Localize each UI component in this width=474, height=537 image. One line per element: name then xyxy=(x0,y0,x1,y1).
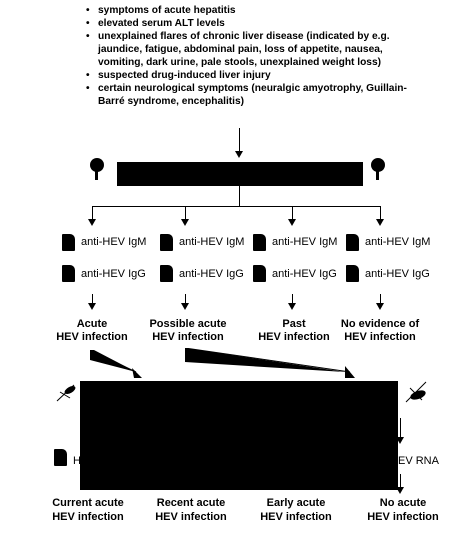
igm-label: anti-HEV IgM xyxy=(365,236,431,248)
branch-arrowhead-3 xyxy=(288,219,296,226)
igm-test-icon xyxy=(62,234,75,251)
rna-outcome: Current acute HEV infection xyxy=(52,497,124,523)
branch-drop-2 xyxy=(185,206,186,220)
rna-branch-line xyxy=(400,418,401,438)
rna-branch-arrowhead xyxy=(396,437,404,444)
serology-result: Possible acute HEV infection xyxy=(149,318,227,343)
left-test-icon-stem xyxy=(95,170,98,180)
igg-test-icon xyxy=(62,265,75,282)
branch-drop-3 xyxy=(292,206,293,220)
result-arrowhead-4 xyxy=(376,303,384,310)
result-arrowhead-3 xyxy=(288,303,296,310)
rna-label-right: EV RNA xyxy=(398,455,439,467)
indication-list xyxy=(86,4,426,108)
igg-label: anti-HEV IgG xyxy=(365,268,430,280)
igg-label: anti-HEV IgG xyxy=(272,268,337,280)
branch-drop-4 xyxy=(380,206,381,220)
connector-arrow-line xyxy=(239,128,240,152)
indication-item: • certain neurological symptoms (neuralgic amyotrophy, Guillain-Barré syndrome, encephalitis) xyxy=(86,82,426,108)
igm-test-icon xyxy=(160,234,173,251)
serology-result: No evidence of HEV infection xyxy=(340,318,420,343)
serology-result: Acute HEV infection xyxy=(56,318,128,343)
branch-arrowhead-1 xyxy=(88,219,96,226)
indication-item: • suspected drug-induced liver injury xyxy=(86,69,426,82)
indication-item: • elevated serum ALT levels xyxy=(86,17,426,30)
igg-label: anti-HEV IgG xyxy=(81,268,146,280)
rna-outcome: Recent acute HEV infection xyxy=(155,497,227,523)
igm-label: anti-HEV IgM xyxy=(179,236,245,248)
serology-result: Past HEV infection xyxy=(258,318,330,343)
result-arrowhead-2 xyxy=(181,303,189,310)
branch-arrowhead-2 xyxy=(181,219,189,226)
rna-test-icon xyxy=(54,449,67,466)
igg-label: anti-HEV IgG xyxy=(179,268,244,280)
wedge-arrow-right xyxy=(185,348,365,380)
wedge-arrow-left xyxy=(90,350,150,380)
indication-item: • symptoms of acute hepatitis xyxy=(86,4,426,17)
igm-test-icon xyxy=(253,234,266,251)
rna-outcome: Early acute HEV infection xyxy=(260,497,332,523)
indication-item: • unexplained flares of chronic liver disease (indicated by e.g. jaundice, fatigue, abdominal pain, loss of appetite, nausea, vomiting, dark urine, pale stools, unexplained weight loss) xyxy=(86,30,426,69)
branch-horizontal xyxy=(92,206,381,207)
igm-test-icon xyxy=(346,234,359,251)
rna-branch-drop xyxy=(400,474,401,488)
rna-label-left: H xyxy=(73,455,81,467)
right-test-icon-stem xyxy=(376,170,379,180)
left-vector-icon xyxy=(56,382,78,402)
branch-stem xyxy=(239,186,240,206)
right-vector-icon xyxy=(404,380,430,404)
rna-test-block xyxy=(80,381,398,490)
result-arrowhead-1 xyxy=(88,303,96,310)
igg-test-icon xyxy=(346,265,359,282)
igg-test-icon xyxy=(253,265,266,282)
igm-label: anti-HEV IgM xyxy=(272,236,338,248)
branch-drop-1 xyxy=(92,206,93,220)
branch-arrowhead-4 xyxy=(376,219,384,226)
rna-outcome: No acute HEV infection xyxy=(367,497,439,523)
igg-test-icon xyxy=(160,265,173,282)
connector-arrowhead xyxy=(235,151,243,158)
igm-label: anti-HEV IgM xyxy=(81,236,147,248)
rna-branch-drop-arrowhead xyxy=(396,487,404,494)
screening-test-bar xyxy=(117,162,363,186)
